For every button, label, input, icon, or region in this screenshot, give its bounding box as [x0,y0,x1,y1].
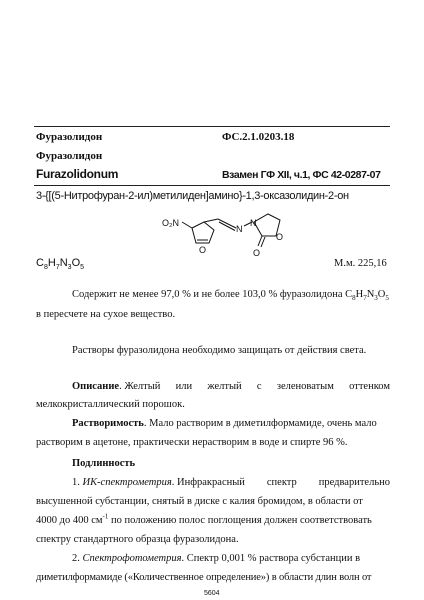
monograph-name-latin: Furazolidonum [36,167,119,181]
header-bottom-rule [34,185,390,186]
description-label: Описание [72,381,120,392]
monograph-name-ru-2: Фуразолидон [36,150,103,162]
monograph-name-ru: Фуразолидон [36,131,103,143]
spectro-line-1: 2. Спектрофотометрия. Спектр 0,001 % раствора субстанции в [72,553,361,564]
molar-mass: М.м. 225,16 [334,258,387,269]
molecular-formula: $C_8H_7N_3O_5$ [36,257,85,272]
furan-oxygen-label: O [199,245,207,255]
carbonyl-oxygen-label: O [253,248,261,258]
description-line-1: Описание. Желтый или желтый с зеленоватым оттенком [72,381,390,392]
nitro-bond [182,222,192,228]
ir-line-1: 1. ИК-спектрометрия. Инфракрасный спектр предварительно [72,477,390,488]
methine-bond [204,219,218,222]
imine-nitrogen-label: N [236,224,243,234]
structural-formula [0,200,424,260]
solubility-line-2: растворим в ацетоне, практически нерастворим в воде и спирте 96 %. [36,437,348,448]
carbonyl-bond [258,236,262,246]
ir-line-4: спектру стандартного образца фуразолидона. [36,534,239,545]
ir-line-3: 4000 до 400 $см^{-1}$ по положению полос поглощения должен соответствовать [36,512,372,526]
page-number: 5604 [204,590,220,597]
ring-nitrogen-label: N [250,218,257,228]
content-statement-cont: в пересчете на сухое вещество. [36,309,176,320]
ir-line-2: высушенной субстанции, снятый в диске с калия бромидом, в области от [36,496,363,507]
description-line-2: мелкокристаллический порошок. [36,399,185,410]
carbonyl-double-bond [261,237,265,247]
monograph-code: ФС.2.1.0203.18 [222,131,295,143]
nitro-label: O₂N [162,218,179,228]
solubility-label: Растворимость [72,418,144,429]
ir-title: ИК-спектрометрия [82,477,172,488]
solubility-line-1: Растворимость. Мало растворим в диметилформамиде, очень мало [72,418,377,429]
spectro-line-2: диметилформамиде («Количественное определение») в области длин волн от [36,572,372,583]
light-protection-note: Растворы фуразолидона необходимо защищать от действия света. [72,345,367,356]
header-top-rule [34,126,390,127]
ring-oxygen-label: O [276,232,284,242]
identity-heading: Подлинность [72,458,136,469]
replaces-note: Взамен ГФ XII, ч.1, ФС 42-0287-07 [222,169,381,181]
chemical-name: 3-{[(5-Нитрофуран-2-ил)метилиден]амино}-1,3-оксазолидин-2-он [36,190,349,202]
spectro-title: Спектрофотометрия [82,553,182,564]
content-statement: Содержит не менее 97,0 % и не более 103,0 % фуразолидона $C_8H_7N_3O_5$ [72,289,389,303]
